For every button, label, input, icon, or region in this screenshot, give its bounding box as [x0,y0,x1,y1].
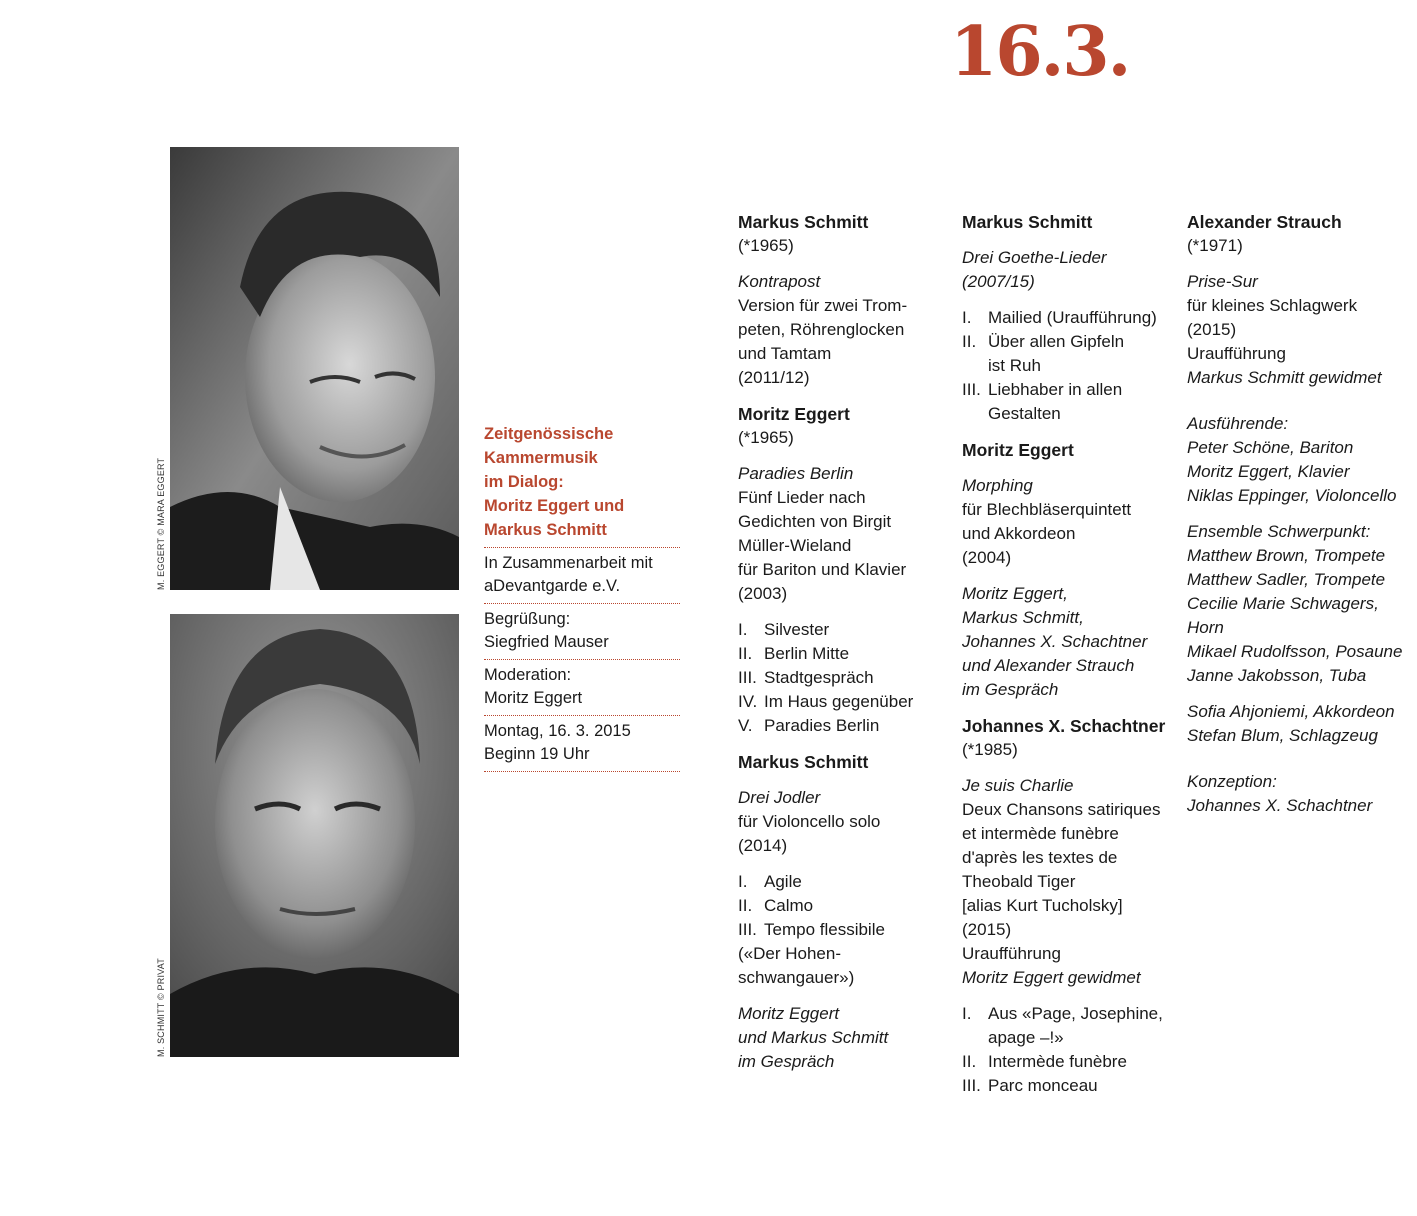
additional-performers: Sofia Ahjoniemi, Akkordeon Stefan Blum, Schlagzeug [1187,702,1395,745]
movement-list [738,618,948,738]
work: Drei Jodler für Violoncello solo (2014) [738,786,948,858]
talk-note: Moritz Eggert und Markus Schmitt im Gespräch [738,1004,889,1071]
portrait-photo-schmitt [170,614,459,1057]
event-info [484,422,680,772]
work: Morphing für Blechbläserquintett und Akkordeon (2004) [962,474,1184,570]
movement: V. Paradies Berlin [738,716,880,735]
work: Kontrapost Version für zwei Trom- peten, Röhrenglocken und Tamtam (2011/12) [738,270,948,390]
program-column-3 [1187,210,1412,830]
event-title: Zeitgenössische Kammermusik im Dialog: Moritz Eggert und Markus Schmitt [484,425,625,539]
work-title: Prise-Sur [1187,272,1258,291]
composer-years: (*1971) [1187,236,1243,255]
performers: Ausführende: Peter Schöne, Bariton Moritz Eggert, Klavier Niklas Eppinger, Violoncello [1187,414,1397,505]
ensemble-performers: Ensemble Schwerpunkt: Matthew Brown, Trompete Matthew Sadler, Trompete Cecilie Marie Schwagers, Horn Mikael Rudolfsson, Posaune Janne Jakobsson, Tuba [1187,522,1403,685]
movement: apage –!» [988,1028,1064,1047]
work-title: Drei Goethe-Lieder (2007/15) [962,248,1107,291]
work-dedication: Markus Schmitt gewidmet [1187,368,1382,387]
event-date-time: Montag, 16. 3. 2015 Beginn 19 Uhr [484,715,680,772]
movement: II. Intermède funèbre [962,1052,1127,1071]
movement: III. Parc monceau [962,1076,1098,1095]
work-title: Paradies Berlin [738,464,854,483]
event-moderation: Moderation: Moritz Eggert [484,659,680,715]
movement: I. Mailied (Uraufführung) [962,308,1157,327]
work-dedication: Moritz Eggert gewidmet [962,968,1141,987]
program-column-1 [738,210,948,1086]
movement: IV. Im Haus gegenüber [738,692,914,711]
work-title: Drei Jodler [738,788,821,807]
movement: I. Aus «Page, Josephine, [962,1004,1163,1023]
composer-name: Alexander Strauch [1187,212,1342,232]
work-title: Je suis Charlie [962,776,1074,795]
work: Paradies Berlin Fünf Lieder nach Gedichten von Birgit Müller-Wieland für Bariton und Klavier (2003) [738,462,948,606]
work-title: Morphing [962,476,1033,495]
composer-years: (*1965) [738,236,794,255]
work-title: Kontrapost [738,272,821,291]
work: Je suis Charlie Deux Chansons satiriques et intermède funèbre d'après les textes de Theobald Tiger [alias Kurt Tucholsky] (2015) Uraufführung Moritz Eggert gewidmet [962,774,1184,990]
photo-credit: M. SCHMITT © PRIVAT [156,958,166,1057]
program-column-2 [962,210,1184,1110]
concept-credit: Konzeption: Johannes X. Schachtner [1187,772,1373,815]
movement: I. Silvester [738,620,830,639]
composer-years: (*1965) [738,428,794,447]
composer-years: (*1985) [962,740,1018,759]
composer-name: Markus Schmitt [962,212,1093,232]
talk-note: Moritz Eggert, Markus Schmitt, Johannes X. Schachtner und Alexander Strauch im Gespräch [962,584,1148,699]
photo-credit: M. EGGERT © MARA EGGERT [156,457,166,590]
composer-name: Markus Schmitt [738,752,869,772]
composer-name: Moritz Eggert [962,440,1074,460]
movement-list [962,1002,1184,1098]
movement: II. Berlin Mitte [738,644,850,663]
composer-name: Markus Schmitt [738,212,869,232]
date-heading: 16.3. [950,12,1130,92]
composer-name: Johannes X. Schachtner [962,716,1166,736]
event-partner: In Zusammenarbeit mit aDevantgarde e.V. [484,547,680,603]
movement-list: I. Agile II. Calmo III. Tempo flessibile («Der Hohen- schwangauer») [738,870,948,990]
event-welcome: Begrüßung: Siegfried Mauser [484,603,680,659]
movement: II. Calmo [738,896,814,915]
movement: III. Liebhaber in allen [962,380,1123,399]
portrait-photo-eggert [170,147,459,590]
movement: III. Stadtgespräch [738,668,874,687]
movement: II. Über allen Gipfeln [962,332,1125,351]
movement: Gestalten [988,404,1061,423]
composer-name: Moritz Eggert [738,404,850,424]
movement-list [962,306,1184,426]
movement: III. Tempo flessibile [738,920,885,939]
movement: ist Ruh [988,356,1041,375]
movement: I. Agile [738,872,802,891]
work: Prise-Sur für kleines Schlagwerk (2015) Uraufführung Markus Schmitt gewidmet [1187,270,1412,390]
